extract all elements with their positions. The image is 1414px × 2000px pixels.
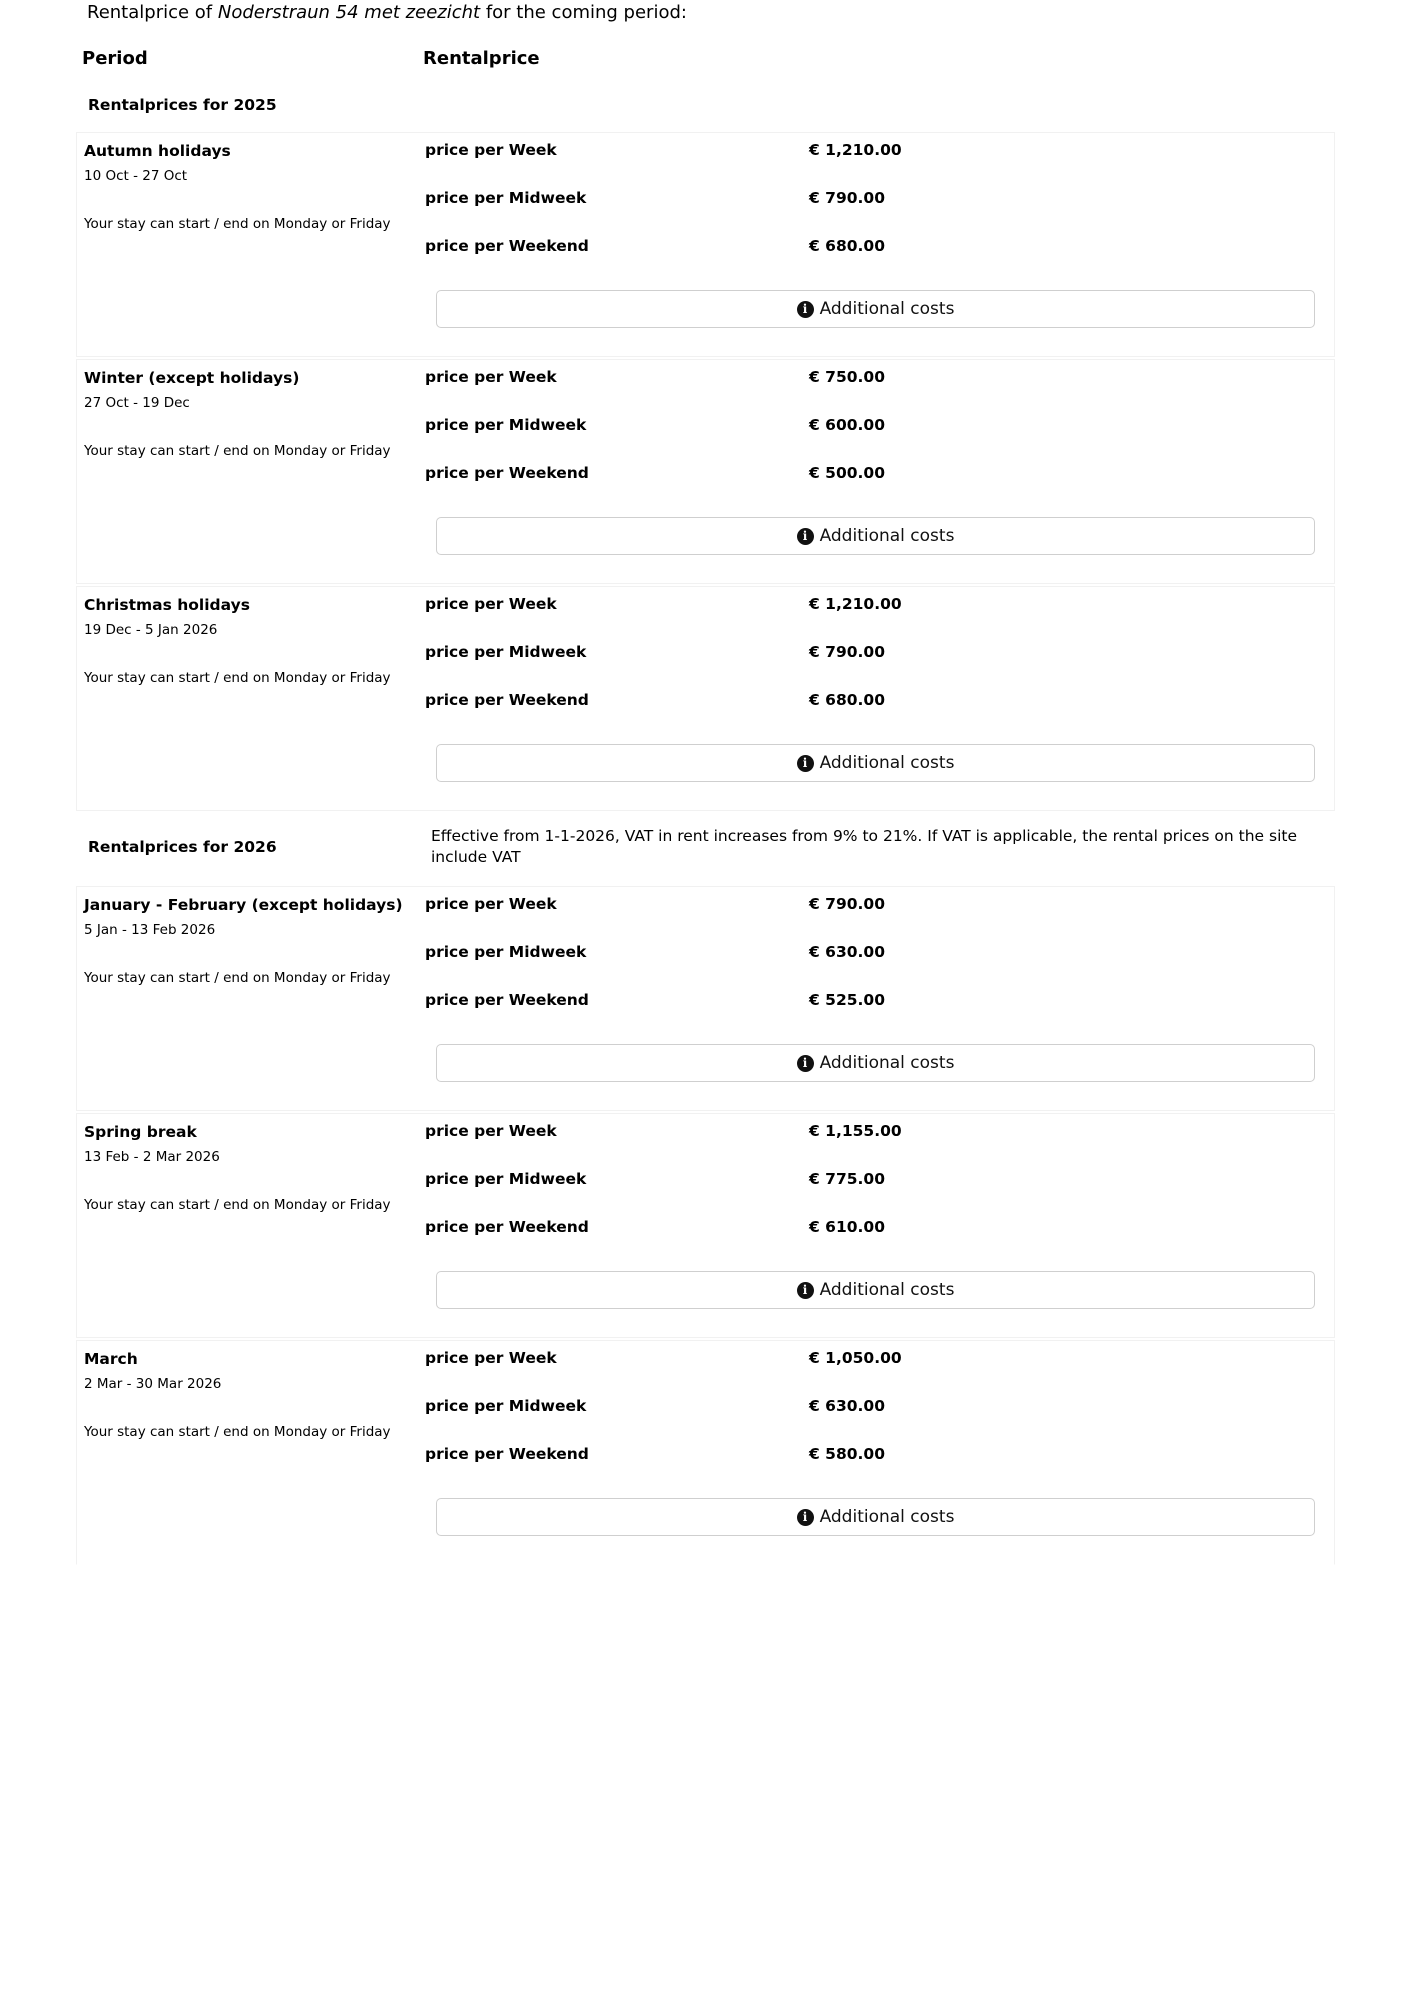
period-arrival-note: Your stay can start / end on Monday or Friday	[84, 670, 391, 686]
period-name: Spring break	[84, 1123, 197, 1141]
period-dates: 5 Jan - 13 Feb 2026	[84, 922, 216, 938]
price-label-weekend: price per Weekend	[425, 691, 589, 709]
period-dates: 2 Mar - 30 Mar 2026	[84, 1376, 222, 1392]
price-label-midweek: price per Midweek	[425, 189, 587, 207]
period-block-spring-break	[76, 1113, 1335, 1338]
period-name: Winter (except holidays)	[84, 369, 300, 387]
period-block-march	[76, 1340, 1335, 1565]
additional-costs-label: Additional costs	[819, 1280, 955, 1300]
price-value-weekend: € 525.00	[809, 991, 885, 1009]
price-value-midweek: € 630.00	[809, 943, 885, 961]
info-icon: i	[797, 528, 814, 545]
additional-costs-label: Additional costs	[819, 526, 955, 546]
period-dates: 19 Dec - 5 Jan 2026	[84, 622, 218, 638]
period-block-january-february	[76, 886, 1335, 1111]
info-icon: i	[797, 1509, 814, 1526]
vat-notice: Effective from 1-1-2026, VAT in rent increases from 9% to 21%. If VAT is applicable, the rental prices on the site include VAT	[431, 827, 1298, 866]
price-label-weekend: price per Weekend	[425, 237, 589, 255]
price-label-midweek: price per Midweek	[425, 416, 587, 434]
info-icon: i	[797, 1055, 814, 1072]
price-value-weekend: € 500.00	[809, 464, 885, 482]
additional-costs-button[interactable]	[436, 1271, 1315, 1309]
price-label-weekend: price per Weekend	[425, 1218, 589, 1236]
rentalprice-column-header: Rentalprice	[423, 48, 540, 69]
period-dates: 10 Oct - 27 Oct	[84, 168, 188, 184]
price-value-midweek: € 630.00	[809, 1397, 885, 1415]
period-dates: 27 Oct - 19 Dec	[84, 395, 190, 411]
period-name: Christmas holidays	[84, 596, 250, 614]
price-value-midweek: € 790.00	[809, 643, 885, 661]
price-label-week: price per Week	[425, 368, 557, 386]
period-arrival-note: Your stay can start / end on Monday or Friday	[84, 970, 391, 986]
period-name: January - February (except holidays)	[84, 896, 403, 914]
period-column-header: Period	[82, 48, 148, 69]
additional-costs-label: Additional costs	[819, 753, 955, 773]
price-label-midweek: price per Midweek	[425, 1397, 587, 1415]
info-icon: i	[797, 1282, 814, 1299]
period-name: Autumn holidays	[84, 142, 231, 160]
price-value-weekend: € 610.00	[809, 1218, 885, 1236]
price-value-weekend: € 680.00	[809, 691, 885, 709]
price-value-week: € 1,210.00	[809, 595, 902, 613]
price-value-midweek: € 600.00	[809, 416, 885, 434]
price-label-week: price per Week	[425, 595, 557, 613]
period-arrival-note: Your stay can start / end on Monday or Friday	[84, 1197, 391, 1213]
price-label-midweek: price per Midweek	[425, 943, 587, 961]
period-name: March	[84, 1350, 138, 1368]
year-heading-2025: Rentalprices for 2025	[88, 96, 277, 114]
additional-costs-button[interactable]	[436, 290, 1315, 328]
period-dates: 13 Feb - 2 Mar 2026	[84, 1149, 220, 1165]
property-name: Noderstraun 54 met zeezicht	[217, 2, 481, 23]
period-block-winter	[76, 359, 1335, 584]
period-arrival-note: Your stay can start / end on Monday or Friday	[84, 443, 391, 459]
price-label-weekend: price per Weekend	[425, 1445, 589, 1463]
info-icon: i	[797, 301, 814, 318]
info-icon: i	[797, 755, 814, 772]
year-heading-2026: Rentalprices for 2026	[88, 838, 277, 856]
price-value-weekend: € 680.00	[809, 237, 885, 255]
additional-costs-label: Additional costs	[819, 1053, 955, 1073]
price-value-weekend: € 580.00	[809, 1445, 885, 1463]
additional-costs-button[interactable]	[436, 517, 1315, 555]
price-value-week: € 1,210.00	[809, 141, 902, 159]
price-label-week: price per Week	[425, 895, 557, 913]
price-value-week: € 790.00	[809, 895, 885, 913]
intro-text	[87, 2, 687, 24]
period-arrival-note: Your stay can start / end on Monday or Friday	[84, 216, 391, 232]
price-label-weekend: price per Weekend	[425, 991, 589, 1009]
period-block-autumn-holidays	[76, 132, 1335, 357]
price-label-week: price per Week	[425, 1122, 557, 1140]
intro-suffix: for the coming period:	[480, 2, 687, 23]
price-label-midweek: price per Midweek	[425, 643, 587, 661]
price-label-week: price per Week	[425, 1349, 557, 1367]
period-block-christmas-holidays	[76, 586, 1335, 811]
intro-prefix: Rentalprice of	[87, 2, 218, 23]
additional-costs-label: Additional costs	[819, 1507, 955, 1527]
additional-costs-label: Additional costs	[819, 299, 955, 319]
additional-costs-button[interactable]	[436, 1044, 1315, 1082]
price-value-midweek: € 790.00	[809, 189, 885, 207]
price-value-week: € 1,050.00	[809, 1349, 902, 1367]
price-label-midweek: price per Midweek	[425, 1170, 587, 1188]
price-label-week: price per Week	[425, 141, 557, 159]
price-value-week: € 750.00	[809, 368, 885, 386]
additional-costs-button[interactable]	[436, 1498, 1315, 1536]
price-value-week: € 1,155.00	[809, 1122, 902, 1140]
price-value-midweek: € 775.00	[809, 1170, 885, 1188]
price-label-weekend: price per Weekend	[425, 464, 589, 482]
period-arrival-note: Your stay can start / end on Monday or Friday	[84, 1424, 391, 1440]
additional-costs-button[interactable]	[436, 744, 1315, 782]
